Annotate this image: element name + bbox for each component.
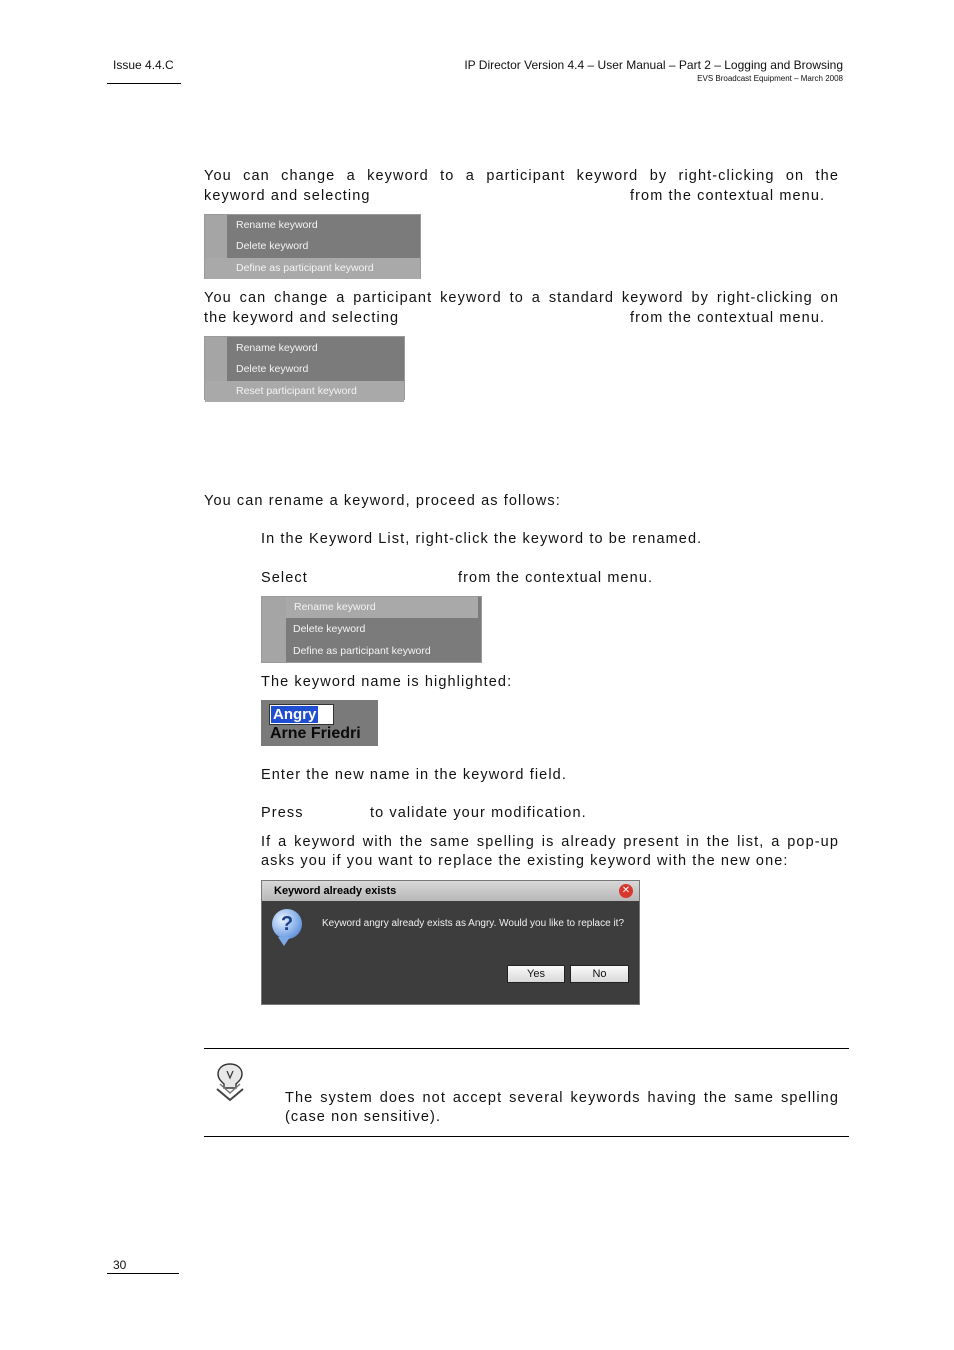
- step2-text-a: Select: [261, 570, 308, 586]
- next-keyword-item: Arne Friedri: [270, 725, 361, 742]
- header-rule-left: [107, 83, 181, 84]
- yes-button[interactable]: Yes: [507, 965, 565, 983]
- issue-label: Issue 4.4.C: [113, 58, 174, 72]
- keyword-name-field[interactable]: [269, 704, 334, 725]
- close-icon[interactable]: ✕: [619, 884, 633, 898]
- popup-intro-line1: If a keyword with the same spelling is already present in the list, a pop-up: [261, 834, 839, 850]
- note-top-rule: [204, 1048, 849, 1049]
- step4-text-a: Press: [261, 805, 304, 821]
- context-menu-3: [261, 596, 482, 663]
- note-icon: [212, 1060, 248, 1104]
- menu3-rename-keyword[interactable]: Rename keyword: [286, 597, 478, 618]
- para2-line2b: from the contextual menu.: [630, 310, 826, 326]
- no-button[interactable]: No: [570, 965, 629, 983]
- menu1-delete-keyword[interactable]: Delete keyword: [236, 240, 309, 252]
- step4-text-b: to validate your modification.: [370, 805, 587, 821]
- popup-intro-line2: asks you if you want to replace the existing keyword with the new one:: [261, 853, 789, 869]
- menu1-rename-keyword[interactable]: Rename keyword: [236, 219, 318, 231]
- keyword-exists-dialog: [261, 880, 640, 1005]
- keyword-edit-preview: [261, 700, 378, 746]
- document-title: IP Director Version 4.4 – User Manual – Part 2 – Logging and Browsing: [464, 58, 843, 72]
- menu3-delete-keyword[interactable]: Delete keyword: [293, 623, 366, 635]
- dialog-title: Keyword already exists: [262, 881, 639, 901]
- para1-line2b: from the contextual menu.: [630, 188, 826, 204]
- para2-line2a: the keyword and selecting: [204, 310, 400, 326]
- para1-line2a: keyword and selecting: [204, 188, 371, 204]
- context-menu-2: [204, 336, 405, 400]
- document-subtitle: EVS Broadcast Equipment – March 2008: [697, 74, 843, 83]
- note-bottom-rule: [204, 1136, 849, 1137]
- context-menu-1: [204, 214, 421, 279]
- dialog-message: Keyword angry already exists as Angry. Would you like to replace it?: [322, 918, 625, 929]
- step1-text: In the Keyword List, right-click the keyword to be renamed.: [261, 531, 703, 547]
- rename-intro: You can rename a keyword, proceed as follows:: [204, 493, 561, 509]
- para2-line1: You can change a participant keyword to a standard keyword by right-clicking on: [204, 290, 839, 306]
- question-icon: ?: [272, 909, 302, 939]
- menu2-reset-participant-keyword[interactable]: Reset participant keyword: [205, 381, 404, 402]
- menu3-define-participant-keyword[interactable]: Define as participant keyword: [293, 645, 431, 657]
- menu2-rename-keyword[interactable]: Rename keyword: [236, 342, 318, 354]
- step3-text: Enter the new name in the keyword field.: [261, 767, 567, 783]
- step2-result: The keyword name is highlighted:: [261, 674, 513, 690]
- selected-keyword-text: Angry: [273, 706, 317, 723]
- footer-rule: [107, 1273, 179, 1274]
- document-header: [464, 58, 843, 83]
- note-line1: The system does not accept several keywords having the same spelling: [285, 1090, 839, 1106]
- step2-text-b: from the contextual menu.: [458, 570, 654, 586]
- menu2-delete-keyword[interactable]: Delete keyword: [236, 363, 309, 375]
- note-line2: (case non sensitive).: [285, 1109, 442, 1125]
- menu1-define-participant-keyword[interactable]: Define as participant keyword: [205, 258, 420, 279]
- page-number: 30: [113, 1258, 127, 1272]
- para1-line1: You can change a keyword to a participant keyword by right-clicking on the: [204, 168, 839, 184]
